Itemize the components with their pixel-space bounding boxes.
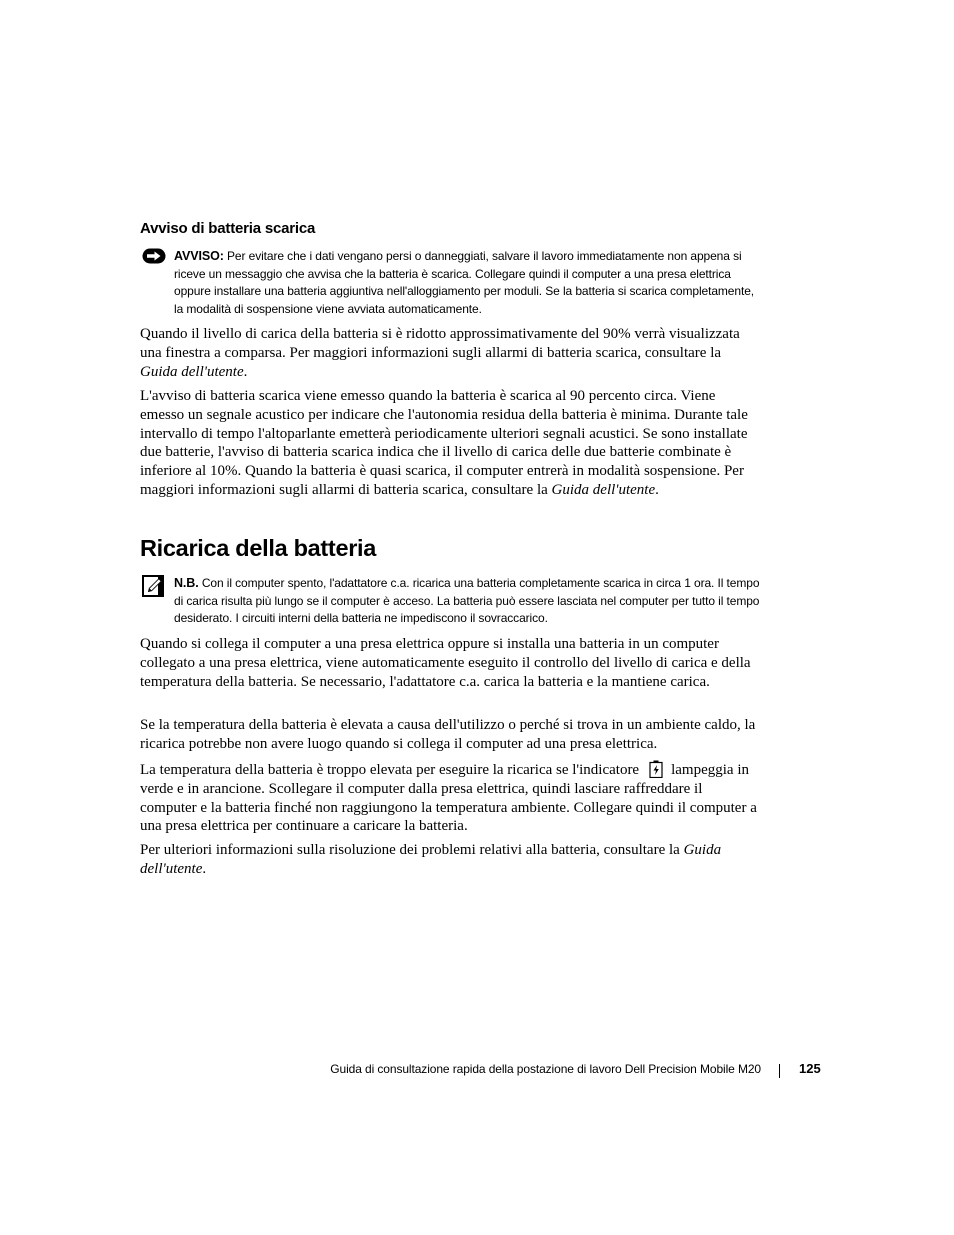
paragraph-text: Per ulteriori informazioni sulla risoluzione dei problemi relativi alla batteria, consultare la — [140, 842, 684, 858]
paragraph — [140, 760, 760, 836]
pencil-note-icon — [142, 575, 164, 602]
paragraph-text-continued: lampeggia in verde e in arancione. Scollegare il computer dalla presa elettrica, quindi lasciare raffreddare il computer e la batteria finché non raggiungono la temperatura ambiente. Collegare quindi il computer a una presa elettrica per continuare a caricare la batteria. — [140, 762, 757, 835]
paragraph-end: . — [243, 363, 248, 380]
paragraph-text: L'avviso di batteria scarica viene emesso quando la batteria è scarica al 90 percento circa. Viene emesso un segnale acustico per indicare che l'autonomia residua della batteria è minima. Durante tale intervallo di tempo l'altoparlante emetterà periodicamente ulteriori segnali acustici. Se sono installate due batterie, l'avviso di batteria scarica indica che il livello di carica delle due batterie combinate è inferiore al 10%. Quando la batteria è quasi scarica, il computer entrerà in modalità sospensione. Per maggiori informazioni sugli allarmi di batteria scarica, consultare la — [140, 388, 748, 498]
note-label: N.B. — [174, 576, 199, 590]
paragraph-end: . — [655, 481, 659, 498]
notice-text — [174, 248, 760, 318]
battery-status-icon — [649, 760, 663, 778]
subsection-heading: Avviso di batteria scarica — [140, 220, 316, 237]
paragraph-end: . — [202, 860, 207, 877]
notice-body: Per evitare che i dati vengano persi o danneggiati, salvare il lavoro immediatamente non appena si riceve un messaggio che avvisa che la batteria è scarica. Collegare quindi il computer a una presa elettrica oppure installare una batteria aggiuntiva nell'alloggiamento per moduli. Se la batteria si scarica completamente, la modalità di sospensione viene avviata automaticamente. — [174, 249, 754, 316]
footer-divider — [779, 1064, 780, 1078]
paragraph — [140, 841, 760, 879]
paragraph: Se la temperatura della batteria è elevata a causa dell'utilizzo o perché si trova in un ambiente caldo, la ricarica potrebbe non avere luogo quando si collega il computer ad una presa elettrica. — [140, 717, 756, 752]
footer-title: Guida di consultazione rapida della postazione di lavoro Dell Precision Mobile M20 — [330, 1062, 761, 1076]
paragraph-text: Quando il livello di carica della batteria si è ridotto approssimativamente del 90% verrà visualizzata una finestra a comparsa. Per maggiori informazioni sugli allarmi di batteria scarica, consultare la — [140, 326, 740, 361]
paragraph: Quando si collega il computer a una presa elettrica oppure si installa una batteria in un computer collegato a una presa elettrica, viene automaticamente eseguito il controllo del livello di carica e della temperatura della batteria. Se necessario, l'adattatore c.a. carica la batteria e la mantiene carica. — [140, 636, 751, 690]
note-text — [174, 575, 760, 628]
user-guide-reference: Guida dell'utente — [551, 481, 656, 498]
user-guide-reference: Guida dell'utente — [140, 363, 244, 380]
paragraph-text: La temperatura della batteria è troppo elevata per eseguire la ricarica se l'indicatore — [140, 762, 640, 778]
page-footer — [0, 1061, 954, 1081]
user-guide-reference: Guida dell'utente — [140, 842, 722, 877]
note-box — [140, 575, 760, 628]
section-heading: Ricarica della batteria — [140, 535, 377, 561]
page-number: 125 — [799, 1061, 821, 1076]
paragraph — [140, 387, 760, 500]
note-body: Con il computer spento, l'adattatore c.a. ricarica una batteria completamente scarica in circa 1 ora. Il tempo di carica risulta più lungo se il computer è acceso. La batteria può essere lasciata nel computer per tutto il tempo desiderato. I circuiti interni della batteria ne impediscono il sovraccarico. — [174, 576, 760, 625]
paragraph — [140, 325, 760, 381]
notice-box — [140, 248, 760, 318]
arrow-notice-icon — [142, 248, 166, 269]
notice-label: AVVISO: — [174, 249, 224, 263]
